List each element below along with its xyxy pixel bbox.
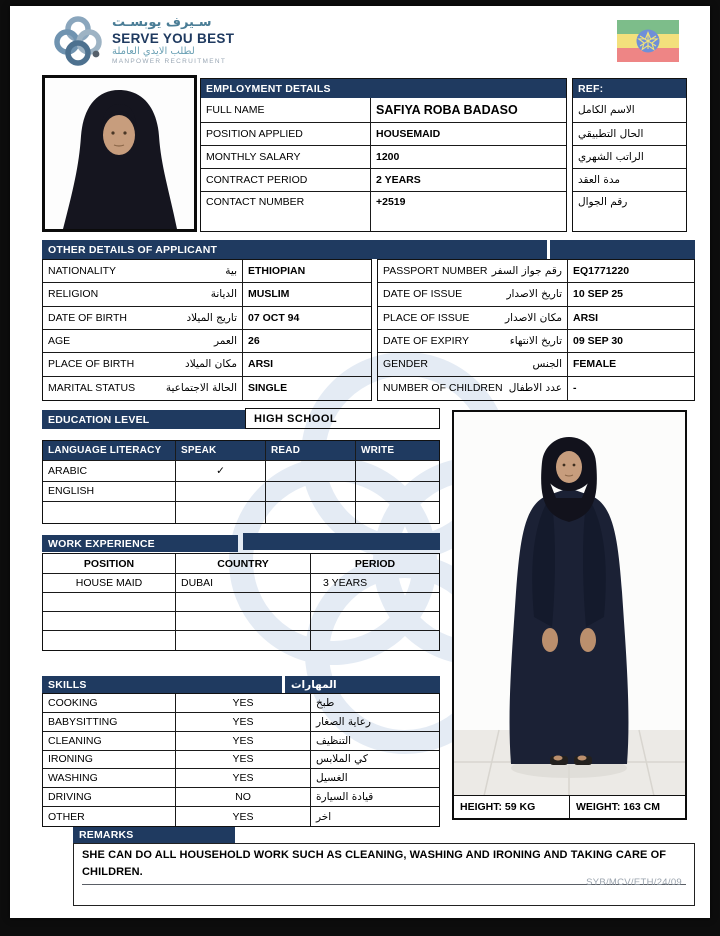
column-header: READ (266, 441, 356, 461)
reference-code: SYB/MCV/ETH/24/09 (586, 877, 682, 889)
logo-tagline: MANPOWER RECRUITMENT (112, 57, 227, 65)
period-cell: 3 YEARS (311, 574, 439, 593)
field-label: POSITION APPLIED (201, 123, 371, 146)
arabic-label: العمر (213, 335, 237, 348)
height-weight-row (454, 795, 685, 818)
field-label: DATE OF BIRTH تاريج الميلاد (43, 307, 243, 330)
skill-arabic: التنظيف (311, 732, 439, 751)
column-header: COUNTRY (176, 554, 311, 574)
speak-cell (176, 502, 266, 523)
language-name: ARABIC (43, 461, 176, 482)
position-cell: HOUSE MAID (43, 574, 176, 593)
arabic-label: الديانة (210, 288, 237, 301)
skill-value: YES (176, 713, 311, 732)
skill-name: COOKING (43, 694, 176, 713)
skill-value: YES (176, 807, 311, 826)
arabic-label: الحال التطبيقي (573, 123, 686, 146)
ref-header: REF: (573, 79, 686, 98)
field-label: RELIGION الديانة (43, 283, 243, 306)
remarks-divider (82, 877, 686, 900)
arabic-label: مكان الميلاد (185, 358, 237, 371)
write-cell (356, 461, 439, 482)
skill-arabic: رعاية الصغار (311, 713, 439, 732)
ethiopia-flag-icon (617, 20, 679, 62)
column-header: SPEAK (176, 441, 266, 461)
skill-value: YES (176, 732, 311, 751)
arabic-label: الجنس (532, 358, 562, 371)
column-header: PERIOD (311, 554, 439, 574)
work-experience-header-spacer (243, 533, 440, 550)
passport-number-value: EQ1771220 (568, 260, 694, 283)
age-value: 26 (243, 330, 371, 353)
skill-value: NO (176, 788, 311, 807)
field-label: MARITAL STATUS الحالة الاجتماعية (43, 377, 243, 400)
language-literacy-table (42, 440, 440, 524)
column-header: WRITE (356, 441, 439, 461)
country-cell (176, 631, 311, 650)
field-label: FULL NAME (201, 98, 371, 123)
logo-arabic-name: سـيرف يوبسـت (112, 15, 212, 30)
contract-period-value: 2 YEARS (371, 169, 566, 192)
skill-name: CLEANING (43, 732, 176, 751)
skill-arabic: الغسيل (311, 769, 439, 788)
employment-details-table (200, 78, 567, 232)
field-label: PASSPORT NUMBER رقم جواز السفر (378, 260, 568, 283)
education-level-value: HIGH SCHOOL (245, 408, 440, 429)
position-applied-value: HOUSEMAID (371, 123, 566, 146)
period-cell (311, 631, 439, 650)
skill-name: WASHING (43, 769, 176, 788)
field-label: NUMBER OF CHILDREN عدد الاطفال (378, 377, 568, 400)
skill-name: OTHER (43, 807, 176, 826)
applicant-fullbody-photo (454, 412, 685, 795)
country-cell (176, 593, 311, 612)
arabic-label: الراتب الشهري (573, 146, 686, 169)
speak-cell (176, 482, 266, 503)
skills-header: SKILLS (42, 676, 282, 693)
skill-arabic: اخر (316, 810, 332, 823)
language-name: ENGLISH (43, 482, 176, 503)
education-level-label: EDUCATION LEVEL (42, 410, 245, 429)
weight-value: WEIGHT: 163 CM (576, 801, 661, 813)
nationality-value: ETHIOPIAN (243, 260, 371, 283)
country-cell: DUBAI (176, 574, 311, 593)
column-header: LANGUAGE LITERACY (43, 441, 176, 461)
gender-value: FEMALE (568, 353, 694, 376)
cv-document-page (10, 6, 710, 918)
language-name (43, 502, 176, 523)
logo-knot-icon (52, 14, 104, 66)
number-of-children-value: - (573, 382, 577, 395)
arabic-label: عدد الاطفال (508, 382, 562, 395)
arabic-label: رقم الجوال (578, 196, 628, 208)
period-cell (311, 593, 439, 612)
field-label: PLACE OF BIRTH مكان الميلاد (43, 353, 243, 376)
skill-name: BABYSITTING (43, 713, 176, 732)
skills-header-arabic: المهارات (285, 676, 440, 693)
write-cell (356, 482, 439, 503)
work-experience-header: WORK EXPERIENCE (42, 535, 238, 552)
period-cell (311, 612, 439, 631)
applicant-portrait-photo (42, 75, 197, 232)
arabic-label: تاريج الميلاد (186, 311, 237, 324)
arabic-label: الاسم الكامل (573, 98, 686, 123)
employment-details-header: EMPLOYMENT DETAILS (201, 79, 566, 98)
read-cell (266, 502, 356, 523)
remarks-box (73, 843, 695, 906)
logo-arabic-subtitle: لطلب الايدي العاملة (112, 45, 195, 57)
arabic-label: تاريخ الانتهاء (509, 335, 562, 348)
date-of-birth-value: 07 OCT 94 (243, 307, 371, 330)
other-details-header: OTHER DETAILS OF APPLICANT (42, 240, 547, 259)
skill-arabic: طبخ (311, 694, 439, 713)
agency-logo (52, 14, 234, 66)
employment-details-arabic-column (572, 78, 687, 232)
contact-number-value: +2519 (376, 196, 406, 208)
skill-name: IRONING (43, 751, 176, 770)
place-of-birth-value: ARSI (243, 353, 371, 376)
skill-value: YES (176, 751, 311, 770)
applicant-fullbody-photo-box (452, 410, 687, 820)
marital-status-value: SINGLE (248, 382, 288, 395)
position-cell (43, 612, 176, 631)
field-label: DATE OF ISSUE تاريخ الاصدار (378, 283, 568, 306)
height-value: HEIGHT: 59 KG (454, 796, 570, 818)
skill-arabic: قيادة السيارة (311, 788, 439, 807)
skill-value: YES (176, 694, 311, 713)
work-experience-table (42, 553, 440, 651)
remarks-text: SHE CAN DO ALL HOUSEHOLD WORK SUCH AS CLEANING, WASHING AND IRONING AND TAKING CARE OF CHILDREN. (82, 849, 667, 879)
arabic-label: مدة العقد (573, 169, 686, 192)
arabic-label: تاريخ الاصدار (506, 288, 562, 301)
logo-english-name: SERVE YOU BEST (112, 30, 235, 46)
skill-value: YES (176, 769, 311, 788)
field-label: NATIONALITY بية (43, 260, 243, 283)
religion-value: MUSLIM (243, 283, 371, 306)
place-of-issue-value: ARSI (568, 307, 694, 330)
position-cell (43, 631, 176, 650)
other-details-left-table (42, 259, 372, 401)
field-label: MONTHLY SALARY (201, 146, 371, 169)
full-name-value: SAFIYA ROBA BADASO (371, 98, 566, 123)
write-cell (356, 502, 439, 523)
read-cell (266, 461, 356, 482)
read-cell (266, 482, 356, 503)
other-details-right-table (377, 259, 695, 401)
arabic-label: مكان الاصدار (505, 311, 562, 324)
field-label: GENDER الجنس (378, 353, 568, 376)
field-label: DATE OF EXPIRY تاريخ الانتهاء (378, 330, 568, 353)
field-label: PLACE OF ISSUE مكان الاصدار (378, 307, 568, 330)
position-cell (43, 593, 176, 612)
skill-arabic: كي الملابس (311, 751, 439, 770)
country-cell (176, 612, 311, 631)
monthly-salary-value: 1200 (371, 146, 566, 169)
column-header: POSITION (43, 554, 176, 574)
remarks-header: REMARKS (73, 827, 235, 843)
field-label: CONTACT NUMBER (201, 192, 371, 231)
field-label: AGE العمر (43, 330, 243, 353)
arabic-label: رقم جواز السفر (491, 265, 562, 278)
speak-checkmark: ✓ (176, 461, 266, 482)
date-of-issue-value: 10 SEP 25 (568, 283, 694, 306)
field-label: CONTRACT PERIOD (201, 169, 371, 192)
skills-table (42, 693, 440, 827)
arabic-label: بية (225, 265, 237, 278)
skill-name: DRIVING (43, 788, 176, 807)
other-details-header-spacer (550, 240, 695, 259)
date-of-expiry-value: 09 SEP 30 (568, 330, 694, 353)
arabic-label: الحالة الاجتماعية (165, 382, 237, 395)
